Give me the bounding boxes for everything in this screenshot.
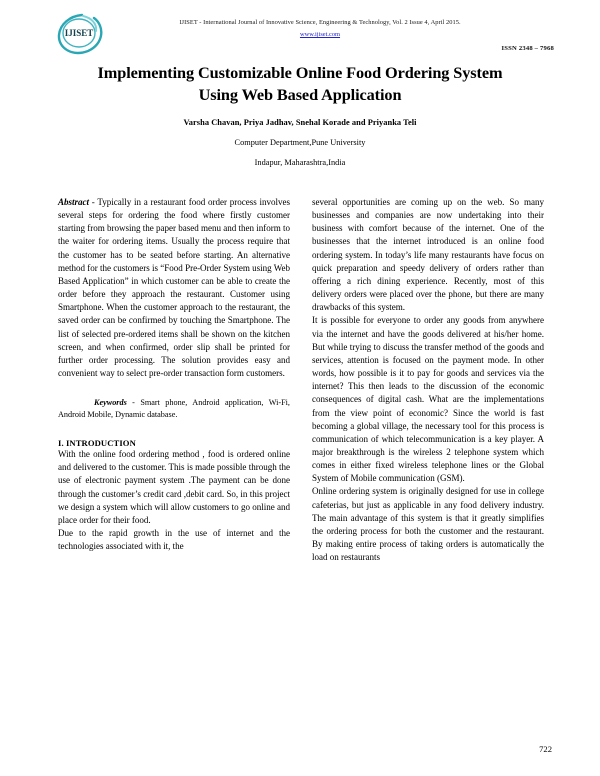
keywords-paragraph [58, 397, 290, 421]
keywords-label: Keywords [94, 398, 127, 408]
abstract-text: Typically in a restaurant food order process involves several steps for ordering the food where firstly customer starting from browsing the paper based menu and then inform to the waiter for ordering items. Usually the process require that the customer has to be seated before starting. An alternative method for the customers is “Food Pre-Order System using Web Based Application” in which customer can be able to create the order before they approach the restaurant. Customer using Smartphone. When the customer approach to the restaurant, the saved order can be confirmed by touching the Smartphone. The list of selected pre-ordered items shall be shown on the kitchen screen, and when confirmed, order slip shall be printed for further order processing. The solution provides easy and convenient way to select pre-order transaction form customers. [58, 197, 290, 379]
journal-url-link[interactable]: www.ijiset.com [299, 31, 341, 38]
affiliation-location: Indapur, Maharashtra,India [254, 158, 346, 167]
journal-header-line: IJISET - International Journal of Innovative Science, Engineering & Technology, Vol. 2 Issue 4, April 2015. [179, 19, 461, 26]
body-columns [0, 196, 600, 726]
abstract-paragraph [58, 196, 290, 380]
title-line-2: Using Web Based Application [198, 84, 402, 104]
abstract-separator: - [89, 197, 98, 207]
introduction-paragraph-1: With the online food ordering method , food is ordered online and delivered to the customer. This is made possible through the use of electronic payment system .The payment can be done through the customer’s credit card ,debit card. So, in this project we design a system which will allow customers to go online and place order for their food. [58, 449, 290, 525]
masthead [0, 0, 600, 62]
left-column [58, 196, 290, 726]
keywords-text: Smart phone, Android application, Wi-Fi, Android Mobile, Dynamic database. [58, 398, 290, 420]
section-heading-introduction: I. INTRODUCTION [58, 438, 136, 449]
introduction-paragraph-2-part2: several opportunities are coming up on the web. So many businesses and companies are now undertaking into their business with comfort because of the internet. One of the businesses that the internet introduced is an online food ordering system. In today’s life many restaurants have focus on quick preparation and speedy delivery of orders rather than offering a rich dining experience. Recently, most of this delivery orders were placed over the phone, but there are many drawbacks of this system. [312, 197, 544, 313]
abstract-label: Abstract [58, 197, 90, 207]
logo-text: IJISET [64, 28, 94, 38]
author-list: Varsha Chavan, Priya Jadhav, Snehal Korade and Priyanka Teli [183, 118, 417, 127]
page-title [0, 62, 600, 105]
title-line-1: Implementing Customizable Online Food Ordering System [97, 63, 503, 82]
affiliation-department: Computer Department,Pune University [234, 138, 366, 147]
introduction-paragraph-3: It is possible for everyone to order any goods from anywhere via the internet and have the goods delivered at his/her home. But while trying to discuss the transfer method of the goods and services, attention is focused on the payment mode. In other words, how possible is it to pay for goods and services via the internet? This then leads to the discussion of the economic consequences of digital cash. What are the implementations from the view point of economic? Since the world is fast becoming a global village, the necessary tool for this process is communication of which telecommunication is a key player. A major breakthrough is the wireless 2 telephone system which comes in either fixed wireless telephone lines or the Global System of Mobile communication (GSM). [312, 315, 544, 484]
keywords-separator: - [126, 398, 141, 408]
introduction-paragraph-2-part1: Due to the rapid growth in the use of internet and the technologies associated with it, the [58, 528, 290, 552]
issn-label: ISSN 2348 – 7968 [501, 45, 554, 52]
right-column [312, 196, 544, 726]
ijiset-logo [52, 10, 110, 56]
introduction-paragraph-4: Online ordering system is originally designed for use in college cafeterias, but just as applicable in any food delivery industry. The main advantage of this system is that it greatly simplifies the ordering process for both the customer and the restaurant. By making entire process of taking orders is automatically the load on restaurants [312, 486, 544, 563]
page-number: 722 [539, 744, 552, 754]
